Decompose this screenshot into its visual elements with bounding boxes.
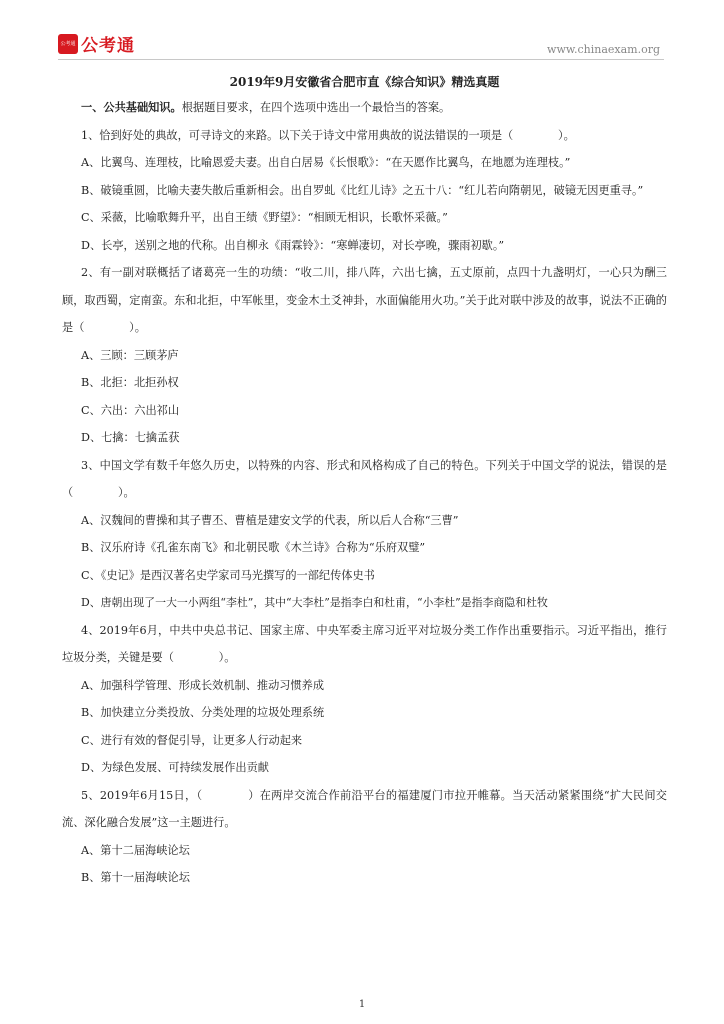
question-1-option-a: A、比翼鸟、连理枝，比喻恩爱夫妻。出自白居易《长恨歌》：“在天愿作比翼鸟，在地愿为连理枝。” [81, 156, 571, 169]
page-header [0, 0, 724, 60]
question-3-option-c: C、《史记》是西汉著名史学家司马光撰写的一部纪传体史书 [81, 568, 375, 582]
question-4-stem: 4、2019年6月，中共中央总书记、国家主席、中央军委主席习近平对垃圾分类工作作出重要指示。习近平指出，推行垃圾分类，关键是要（ ）。 [62, 623, 667, 664]
question-5-option-b: B、第十一届海峡论坛 [81, 871, 190, 884]
question-1-option-c: C、采薇，比喻歌舞升平，出自王绩《野望》：“相顾无相识，长歌怀采薇。” [81, 211, 448, 224]
question-1-option-d: D、长亭，送别之地的代称。出自柳永《雨霖铃》：“寒蝉凄切，对长亭晚，骤雨初歇。” [81, 238, 505, 252]
question-1-option-b: B、破镜重圆，比喻夫妻失散后重新相会。出自罗虬《比红儿诗》之五十八：“红儿若向隋朝见，破镜无因更重寻。” [81, 183, 644, 197]
question-3-option-d: D、唐朝出现了一大一小两组“李杜”，其中“大李杜”是指李白和杜甫，“小李杜”是指李商隐和杜牧 [81, 596, 548, 609]
site-logo: 公考通 [81, 36, 135, 56]
question-4-option-a: A、加强科学管理、形成长效机制、推动习惯养成 [81, 678, 325, 692]
question-5-option-a: A、第十二届海峡论坛 [81, 843, 190, 857]
section-instruction: 根据题目要求，在四个选项中选出一个最恰当的答案。 [181, 101, 451, 114]
question-1-stem: 1、恰到好处的典故，可寻诗文的来路。以下关于诗文中常用典故的说法错误的一项是（ ）。 [81, 128, 575, 142]
question-2-option-d: D、七擒：七擒孟获 [81, 431, 180, 444]
question-2-option-b: B、北拒：北拒孙权 [81, 376, 179, 389]
site-url: www.chinaexam.org [547, 43, 660, 56]
question-3-stem: 3、中国文学有数千年悠久历史，以特殊的内容、形式和风格构成了自己的特色。下列关于中国文学的说法，错误的是（ ）。 [62, 458, 667, 499]
question-4-option-c: C、进行有效的督促引导，让更多人行动起来 [81, 733, 303, 747]
question-4-option-b: B、加快建立分类投放、分类处理的垃圾处理系统 [81, 706, 325, 719]
header-divider [58, 59, 664, 60]
section-heading: 一、公共基础知识。 [81, 100, 182, 114]
question-2-stem: 2、有一副对联概括了诸葛亮一生的功绩：“收二川，排八阵，六出七擒，五丈原前，点四十九盏明灯，一心只为酬三顾，取西蜀，定南蛮。东和北拒，中军帐里，变金木土爻神卦，水面偏能用火功。”关于此对联中涉及的故事，说法不正确的是（ ）。 [62, 266, 667, 334]
question-2-option-c: C、六出：六出祁山 [81, 403, 180, 417]
question-4-option-d: D、为绿色发展、可持续发展作出贡献 [81, 761, 269, 774]
page-number: 1 [358, 999, 366, 1010]
question-3-option-b: B、汉乐府诗《孔雀东南飞》和北朝民歌《木兰诗》合称为“乐府双璧” [81, 541, 426, 554]
question-5-stem: 5、2019年6月15日，（ ）在两岸交流合作前沿平台的福建厦门市拉开帷幕。当天活动紧紧围绕“扩大民间交流、深化融合发展”这一主题进行。 [62, 788, 667, 829]
question-2-option-a: A、三顾：三顾茅庐 [81, 348, 179, 362]
logo-badge-icon: 公考通 [58, 34, 78, 54]
section-intro [62, 94, 667, 122]
question-3-option-a: A、汉魏间的曹操和其子曹丕、曹植是建安文学的代表，所以后人合称“三曹” [81, 513, 459, 527]
document-body [62, 70, 667, 892]
document-title: 2019年9月安徽省合肥市直《综合知识》精选真题 [229, 75, 500, 89]
